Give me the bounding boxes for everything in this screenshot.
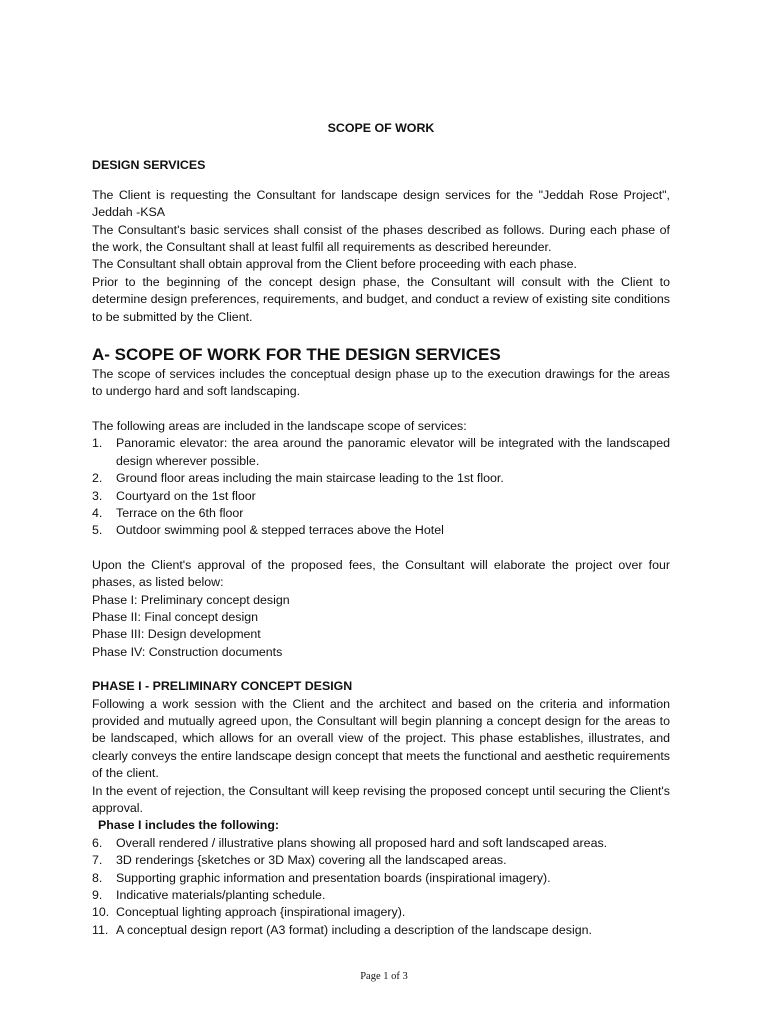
list-item: 1. Panoramic elevator: the area around the panoramic elevator will be integrated with the landscaped design wherever possible.	[92, 436, 670, 468]
phase-list-item: Phase III: Design development	[92, 627, 261, 642]
intro-paragraph: The Client is requesting the Consultant for landscape design services for the "Jeddah Rose Project", Jeddah -KSA	[92, 187, 670, 220]
areas-intro: The following areas are included in the landscape scope of services:	[92, 418, 467, 433]
page-title: SCOPE OF WORK	[327, 121, 435, 135]
list-item: 9. Indicative materials/planting schedule.	[92, 888, 326, 903]
intro-block	[92, 187, 670, 326]
document-page	[92, 120, 670, 939]
section-label: DESIGN SERVICES	[92, 158, 206, 173]
phase1-includes-label: Phase I includes the following:	[98, 818, 280, 833]
phase-list-item: Phase IV: Construction documents	[92, 644, 283, 659]
phase1-paragraph: In the event of rejection, the Consultant will keep revising the proposed concept until securing the Client's approval.	[92, 783, 670, 815]
list-item: 7. 3D renderings {sketches or 3D Max) covering all the landscaped areas.	[92, 853, 507, 868]
phase1-items-list	[92, 835, 670, 939]
list-item: 6. Overall rendered / illustrative plans showing all proposed hard and soft landscaped areas.	[92, 835, 608, 850]
phase1-paragraph: Following a work session with the Client and the architect and based on the criteria and information provided and mutually agreed upon, the Consultant will begin planning a concept design for the areas to be landscaped, which allows for an overall view of the project. This phase establishes, illustrates, and clearly conveys the entire landscape design concept that meets the functional and aesthetic requirements of the client.	[92, 696, 670, 781]
intro-paragraph: The Consultant's basic services shall consist of the phases described as follows. During each phase of the work, the Consultant shall at least fulfil all requirements as described hereunder.	[92, 222, 670, 255]
page-footer: Page 1 of 3	[360, 971, 408, 982]
list-item: 8. Supporting graphic information and presentation boards (inspirational imagery).	[92, 870, 551, 885]
list-item: 5. Outdoor swimming pool & stepped terraces above the Hotel	[92, 523, 444, 538]
list-item: 11. A conceptual design report (A3 format) including a description of the landscape design.	[92, 922, 592, 937]
intro-paragraph: The Consultant shall obtain approval from the Client before proceeding with each phase.	[92, 257, 577, 272]
phase-list-item: Phase I: Preliminary concept design	[92, 592, 290, 607]
list-item: 2. Ground floor areas including the main staircase leading to the 1st floor.	[92, 471, 504, 486]
list-item: 3. Courtyard on the 1st floor	[92, 488, 256, 503]
list-item: 4. Terrace on the 6th floor	[92, 505, 244, 520]
intro-paragraph: Prior to the beginning of the concept design phase, the Consultant will consult with the Client to determine design preferences, requirements, and budget, and conduct a review of existing site conditions to be submitted by the Client.	[92, 274, 670, 324]
section-a-paragraph: The scope of services includes the conceptual design phase up to the execution drawings for the areas to undergo hard and soft landscaping.	[92, 367, 670, 399]
section-a-heading: A- SCOPE OF WORK FOR THE DESIGN SERVICES	[92, 345, 501, 365]
phases-intro: Upon the Client's approval of the proposed fees, the Consultant will elaborate the project over four phases, as listed below:	[92, 557, 670, 590]
areas-list	[92, 435, 670, 539]
phase1-heading: PHASE I - PRELIMINARY CONCEPT DESIGN	[92, 679, 353, 694]
phase-list-item: Phase II: Final concept design	[92, 609, 258, 624]
list-item: 10. Conceptual lighting approach {inspirational imagery).	[92, 905, 406, 920]
